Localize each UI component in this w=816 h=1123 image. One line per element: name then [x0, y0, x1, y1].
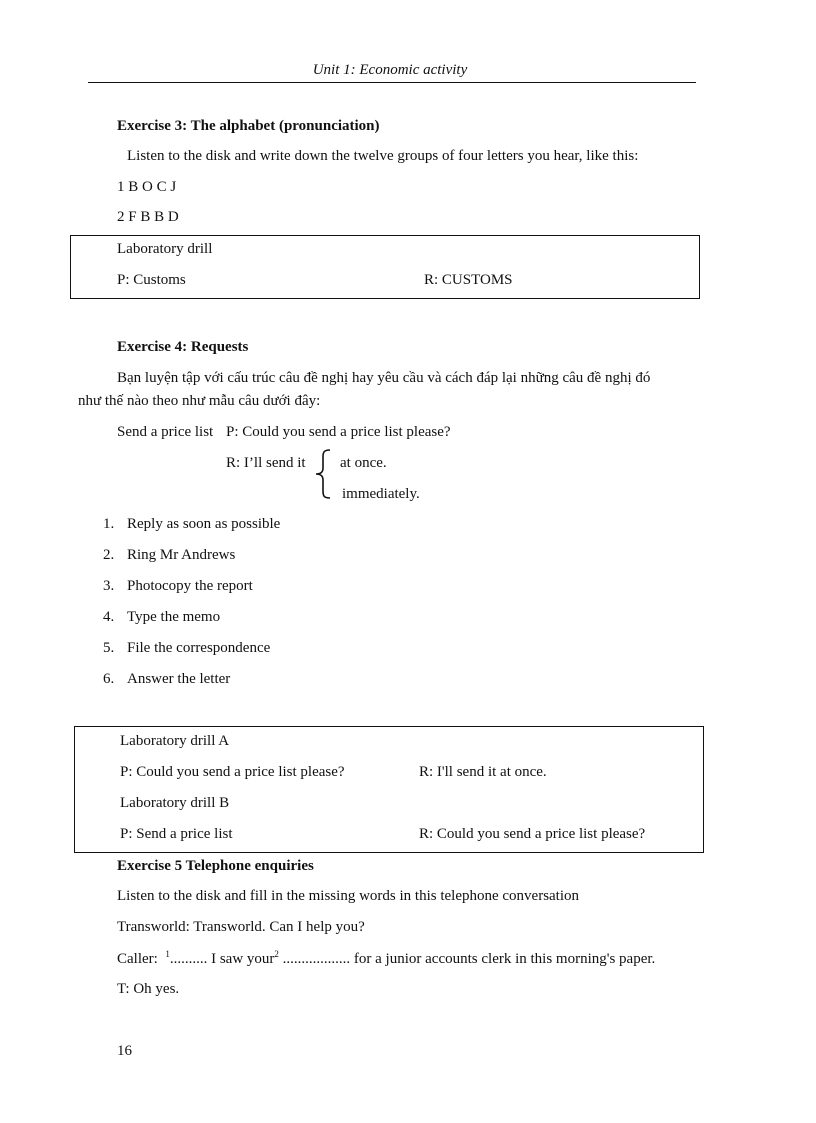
drill-b-response: R: Could you send a price list please? [419, 826, 646, 842]
list-item-number: 5. [103, 640, 115, 656]
drill-a-title: Laboratory drill A [120, 733, 230, 749]
exercise5-heading: Exercise 5 Telephone enquiries [117, 858, 314, 874]
list-item-number: 1. [103, 516, 115, 532]
page-number: 16 [117, 1043, 132, 1059]
exercise4-instruction-line2: như thế nào theo như mẫu câu dưới đây: [78, 393, 321, 409]
page-header: Unit 1: Economic activity [312, 62, 468, 78]
model-prompt: P: Could you send a price list please? [226, 424, 451, 440]
list-item: Reply as soon as possible [127, 516, 281, 532]
exercise5-instruction: Listen to the disk and fill in the missing words in this telephone conversation [117, 888, 580, 904]
curly-brace-icon [312, 448, 334, 500]
exercise3-example-1: 1 B O C J [117, 179, 177, 195]
header-rule [88, 82, 696, 83]
exercise3-instruction: Listen to the disk and write down the twelve groups of four letters you hear, like this: [127, 148, 639, 164]
blank-1-marker: 1 [165, 949, 170, 959]
drill-a-prompt: P: Could you send a price list please? [120, 764, 345, 780]
exercise3-drill-response: R: CUSTOMS [424, 272, 513, 288]
exercise3-drill-title: Laboratory drill [117, 241, 213, 257]
model-response: R: I’ll send it [226, 455, 306, 471]
exercise3-example-2: 2 F B B D [117, 209, 179, 225]
dialogue-line-caller [117, 950, 655, 968]
dialogue-line-transworld: Transworld: Transworld. Can I help you? [117, 919, 365, 935]
blank-2-marker: 2 [274, 949, 279, 959]
drill-b-title: Laboratory drill B [120, 795, 230, 811]
caller-text-part2: .................. for a junior accounts clerk in this morning's paper. [278, 951, 656, 967]
exercise3-heading: Exercise 3: The alphabet (pronunciation) [117, 118, 380, 134]
list-item: Photocopy the report [127, 578, 253, 594]
list-item: Ring Mr Andrews [127, 547, 236, 563]
drill-b-prompt: P: Send a price list [120, 826, 233, 842]
drill-a-response: R: I'll send it at once. [419, 764, 547, 780]
model-option-2: immediately. [342, 486, 420, 502]
exercise3-drill-prompt: P: Customs [117, 272, 186, 288]
exercise4-heading: Exercise 4: Requests [117, 339, 249, 355]
caller-label: Caller: [117, 951, 158, 967]
list-item: File the correspondence [127, 640, 271, 656]
dialogue-line-t: T: Oh yes. [117, 981, 180, 997]
caller-text-part1: .......... I saw your [169, 951, 275, 967]
exercise4-instruction-line1: Bạn luyện tập với cấu trúc câu đề nghị hay yêu cầu và cách đáp lại những câu đề nghị đó [117, 370, 651, 386]
list-item-number: 3. [103, 578, 115, 594]
model-cue: Send a price list [117, 424, 214, 440]
list-item-number: 4. [103, 609, 115, 625]
list-item: Answer the letter [127, 671, 231, 687]
list-item-number: 2. [103, 547, 115, 563]
list-item-number: 6. [103, 671, 115, 687]
list-item: Type the memo [127, 609, 221, 625]
model-option-1: at once. [340, 455, 387, 471]
